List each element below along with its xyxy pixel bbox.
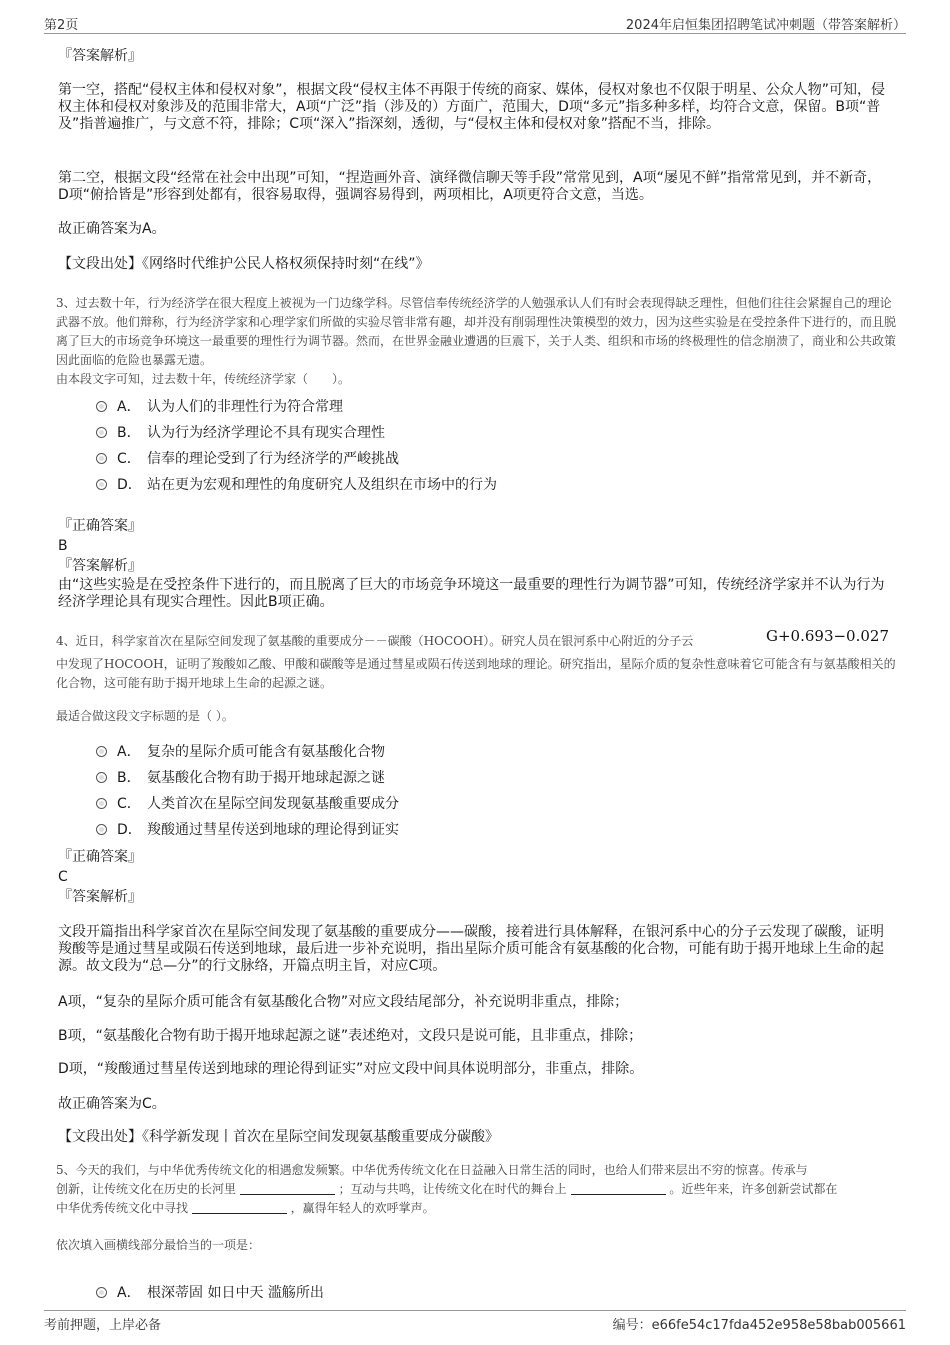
radio-icon[interactable] <box>96 401 107 412</box>
q3-option-c[interactable] <box>96 450 399 468</box>
q4-cloud-name: G+0.693−0.027 <box>766 627 890 645</box>
q3-analysis-label: 『答案解析』 <box>58 558 142 574</box>
q2-source: 【文段出处】《网络时代维护公民人格权须保持时刻“在线”》 <box>58 256 430 272</box>
radio-icon[interactable] <box>96 824 107 835</box>
q4-stem-line1: 4、近日，科学家首次在星际空间发现了氨基酸的重要成分－－碳酸（HOCOOH）。研究人员在银河系中心附近的分子云 <box>56 634 694 648</box>
radio-icon[interactable] <box>96 453 107 464</box>
q4-option-a[interactable] <box>96 743 385 761</box>
q2-conclusion: 故正确答案为A。 <box>58 221 166 237</box>
fill-blank-1 <box>240 1182 335 1195</box>
q4-option-d[interactable] <box>96 821 399 839</box>
header-divider <box>44 33 906 34</box>
option-letter: B． <box>117 425 141 441</box>
radio-icon[interactable] <box>96 479 107 490</box>
document-id: 编号：e66fe54c17fda452e958e58bab005661 <box>612 1318 906 1333</box>
fill-blank-2 <box>571 1182 666 1195</box>
q3-correct-label: 『正确答案』 <box>58 518 142 534</box>
option-text: 羧酸通过彗星传送到地球的理论得到证实 <box>147 822 399 838</box>
radio-icon[interactable] <box>96 746 107 757</box>
option-letter: A． <box>117 744 141 760</box>
q5-stem-part2a: 创新，让传统文化在历史的长河里 <box>56 1182 237 1196</box>
q3-stem: 3、过去数十年，行为经济学在很大程度上被视为一门边缘学科。尽管信奉传统经济学的人勉强承认人们有时会表现得缺乏理性，但他们往往会紧握自己的理论武器不放。他们辩称，行为经济学家和心理学家们所做的实验尽管非常有趣，却并没有削弱理性决策模型的效力，因为这些实验是在受控条件下进行的，而且脱离了巨大的市场竞争环境这一最重要的理性行为调节器。然而，在世界金融业遭遇的巨震下，关于人类、组织和市场的终极理性的信念崩溃了，商业和公共政策因此面临的危险也暴露无遗。 <box>56 296 897 367</box>
fill-blank-3 <box>192 1201 287 1214</box>
q3-analysis: 由“这些实验是在受控条件下进行的，而且脱离了巨大的市场竞争环境这一最重要的理性行为调节器”可知，传统经济学家并不认为行为经济学理论具有现实合理性。因此B项正确。 <box>58 577 885 610</box>
q5-stem-part2b: ；互动与共鸣，让传统文化在时代的舞台上 <box>338 1182 567 1196</box>
q2-analysis-para1: 第一空，搭配“侵权主体和侵权对象”，根据文段“侵权主体不再限于传统的商家、媒体，侵权对象也不仅限于明星、公众人物”可知，侵权主体和侵权对象涉及的范围非常大，A项“广泛”指（涉及的）方面广，范围大，D项“多元”指多种多样，均符合文意，保留。B项“普及”指普遍推广，与文意不符，排除；C项“深入”指深刻，透彻，与“侵权主体和侵权对象”搭配不当，排除。 <box>58 82 886 132</box>
option-text: 信奉的理论受到了行为经济学的严峻挑战 <box>147 451 399 467</box>
q5-stem-part2c: 。近些年来，许多创新尝试都在 <box>669 1182 838 1196</box>
option-letter: C． <box>117 796 141 812</box>
q3-option-b[interactable] <box>96 424 385 442</box>
q4-conclusion: 故正确答案为C。 <box>58 1096 166 1112</box>
q2-analysis-para2: 第二空，根据文段“经常在社会中出现”可知，“捏造画外音、演绎微信聊天等手段”常常见到，A项“屡见不鲜”指常常见到，并不新奇，D项“俯拾皆是”形容到处都有，很容易取得，强调容易得到，两项相比，A项更符合文意，当选。 <box>58 170 882 203</box>
q5-stem <box>56 1161 898 1218</box>
q4-correct-label: 『正确答案』 <box>58 849 142 865</box>
option-text: 根深蒂固 如日中天 滥觞所出 <box>147 1285 324 1301</box>
q4-analysis-label: 『答案解析』 <box>58 889 142 905</box>
q3-option-a[interactable] <box>96 398 343 416</box>
option-text: 复杂的星际介质可能含有氨基酸化合物 <box>147 744 385 760</box>
q4-analysis: 文段开篇指出科学家首次在星际空间发现了氨基酸的重要成分——碳酸，接着进行具体解释，在银河系中心的分子云发现了碳酸，证明羧酸等是通过彗星或陨石传送到地球，最后进一步补充说明，指出星际介质可能含有氨基酸的化合物，可能有助于揭开地球上生命的起源。故文段为“总—分”的行文脉络，开篇点明主旨，对应C项。 <box>58 924 884 974</box>
option-letter: C． <box>117 451 141 467</box>
footer-slogan: 考前押题，上岸必备 <box>44 1318 162 1333</box>
option-text: 氨基酸化合物有助于揭开地球起源之谜 <box>147 770 385 786</box>
q2-analysis-label: 『答案解析』 <box>58 48 142 64</box>
radio-icon[interactable] <box>96 772 107 783</box>
q3-option-d[interactable] <box>96 476 497 494</box>
q4-option-c[interactable] <box>96 795 399 813</box>
page-number: 第2页 <box>44 18 79 33</box>
q4-correct-answer: C <box>58 869 68 885</box>
radio-icon[interactable] <box>96 1287 107 1298</box>
q5-option-a[interactable] <box>96 1284 324 1302</box>
option-letter: B． <box>117 770 141 786</box>
q4-stem-rest: 中发现了HOCOOH，证明了羧酸如乙酸、甲酸和碳酸等是通过彗星或陨石传送到地球的理论。研究指出，星际介质的复杂性意味着它可能含有与氨基酸相关的化合物，这可能有助于揭开地球上生命的起源之谜。 <box>56 657 896 690</box>
document-title: 2024年启恒集团招聘笔试冲刺题（带答案解析） <box>625 18 906 33</box>
option-letter: D． <box>117 822 142 838</box>
q5-stem-part3b: ，赢得年轻人的欢呼掌声。 <box>290 1201 435 1215</box>
q4-note-d: D项，“羧酸通过彗星传送到地球的理论得到证实”对应文段中间具体说明部分，非重点，排除。 <box>58 1061 644 1077</box>
q5-stem-part3a: 中华优秀传统文化中寻找 <box>56 1201 189 1215</box>
radio-icon[interactable] <box>96 427 107 438</box>
q3-question: 由本段文字可知，过去数十年，传统经济学家（ ）。 <box>56 372 351 386</box>
option-text: 认为行为经济学理论不具有现实合理性 <box>147 425 385 441</box>
q4-note-a: A项，“复杂的星际介质可能含有氨基酸化合物”对应文段结尾部分，补充说明非重点，排除； <box>58 994 629 1010</box>
q3-correct-answer: B <box>58 538 68 554</box>
q4-note-b: B项，“氨基酸化合物有助于揭开地球起源之谜”表述绝对，文段只是说可能，且非重点，排除； <box>58 1028 643 1044</box>
option-text: 认为人们的非理性行为符合常理 <box>147 399 343 415</box>
q5-stem-part1: 5、今天的我们，与中华优秀传统文化的相遇愈发频繁。中华优秀传统文化在日益融入日常生活的同时，也给人们带来层出不穷的惊喜。传承与 <box>56 1163 808 1177</box>
q4-source: 【文段出处】《科学新发现丨首次在星际空间发现氨基酸重要成分碳酸》 <box>58 1129 499 1145</box>
option-text: 人类首次在星际空间发现氨基酸重要成分 <box>147 796 399 812</box>
option-letter: D． <box>117 477 142 493</box>
q4-question: 最适合做这段文字标题的是（ ）。 <box>56 709 234 723</box>
option-letter: A． <box>117 1285 141 1301</box>
footer-divider <box>44 1310 906 1311</box>
radio-icon[interactable] <box>96 798 107 809</box>
q4-option-b[interactable] <box>96 769 385 787</box>
q5-question: 依次填入画横线部分最恰当的一项是： <box>56 1238 261 1252</box>
option-letter: A． <box>117 399 141 415</box>
option-text: 站在更为宏观和理性的角度研究人及组织在市场中的行为 <box>147 477 497 493</box>
